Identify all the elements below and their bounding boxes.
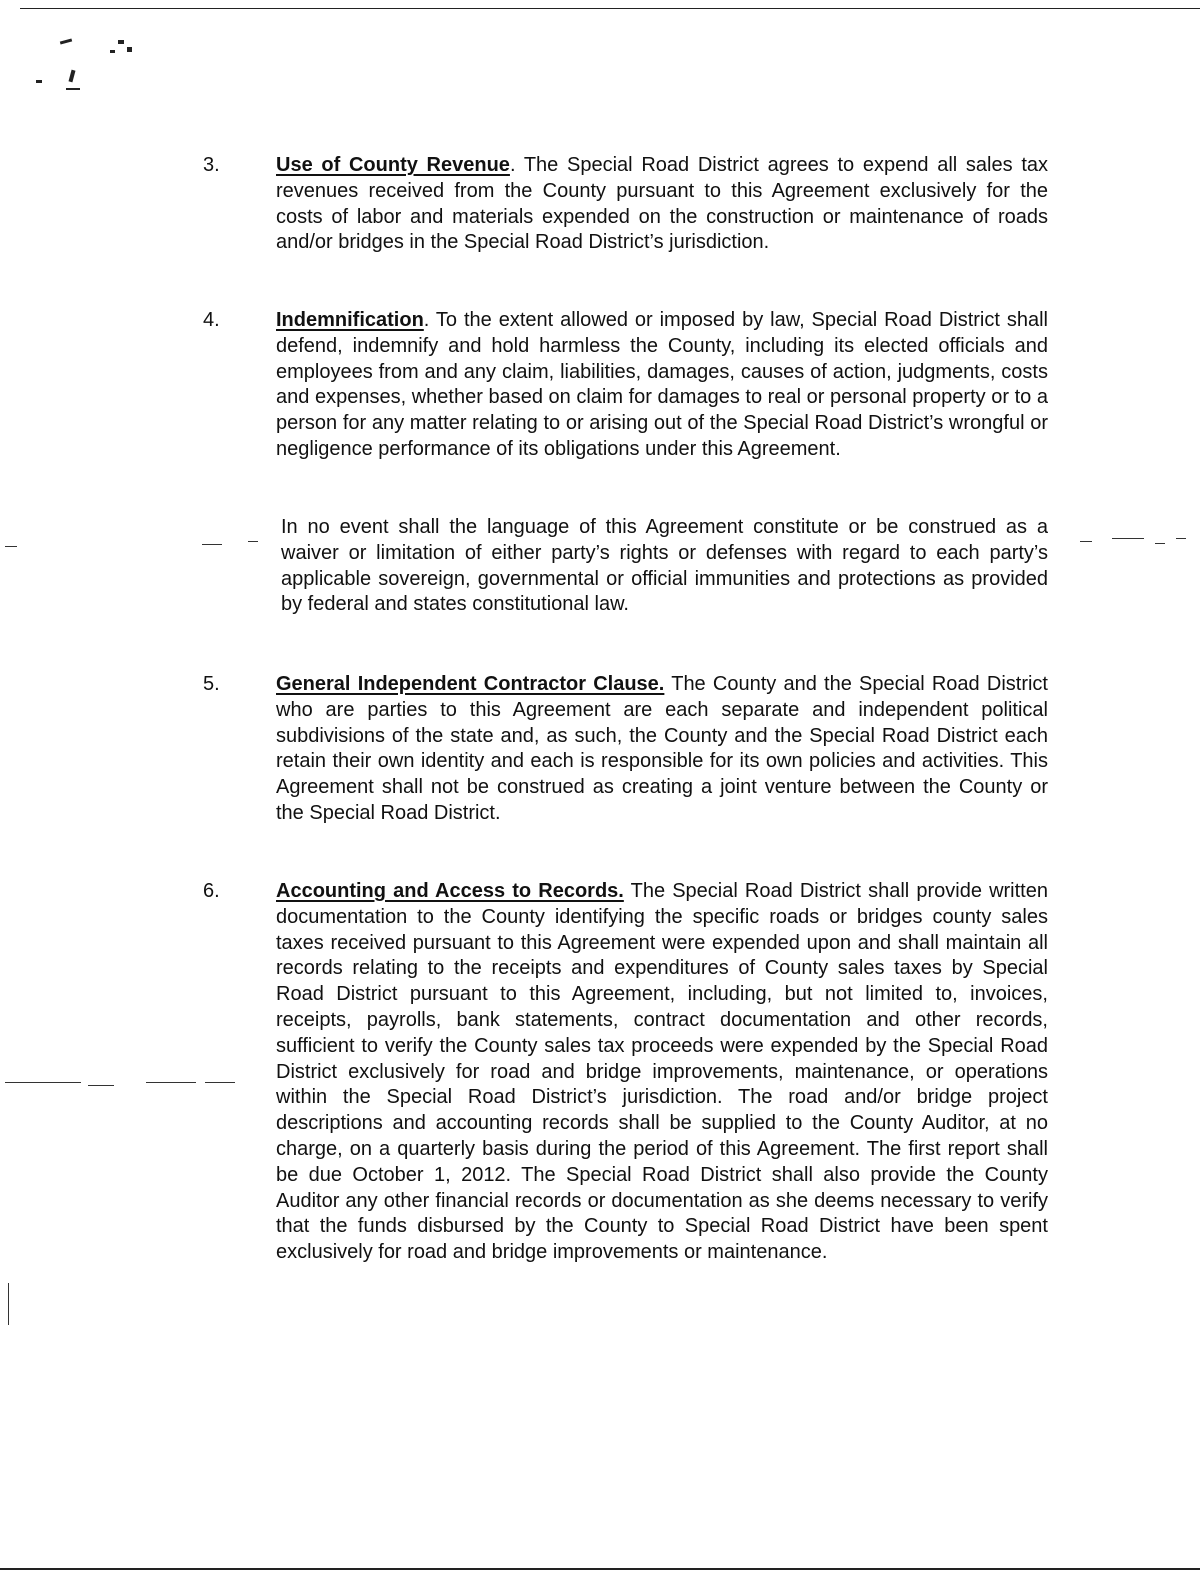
section-paragraph [276, 153, 1048, 256]
section-body: The Special Road District shall provide written documentation to the County identifying the specific roads or bridges county sales taxes received pursuant to this Agreement were expended upon and shall maintain all records relating to the receipts and expenditures of County sales taxes by Special Road District pursuant to this Agreement, including, but not limited to, invoices, receipts, payrolls, bank statements, contract documentation and other records, sufficient to verify the County sales tax proceeds were expended by the Special Road District exclusively for road and bridge improvements, maintenance, or operations within the Special Road District’s jurisdiction. The road and/or bridge project descriptions and accounting records shall be supplied to the County Auditor, at no charge, on a quarterly basis during the period of this Agreement. The first report shall be due October 1, 2012. The Special Road District shall also provide the County Auditor any other financial records or documentation as she deems necessary to verify that the funds disbursed by the County to Special Road District have been spent exclusively for road and bridge improvements or maintenance. [276, 880, 1048, 1264]
section-5 [203, 672, 1048, 827]
section-number: 3. [203, 154, 220, 176]
section-body: The County and the Special Road District who are parties to this Agreement are each separate and independent political subdivisions of the state and, as such, the County and the Special Road District each retain their own identity and each is responsible for its own policies and activities. This Agreement shall not be construed as creating a joint venture between the County or the Special Road District. [276, 673, 1048, 824]
heading-punctuation: . [509, 154, 516, 176]
section-heading: General Independent Contractor Clause. [276, 673, 665, 695]
section-number: 4. [203, 309, 220, 331]
section-paragraph [276, 308, 1048, 463]
section-number: 6. [203, 880, 220, 902]
section-paragraph [276, 672, 1048, 827]
bottom-scan-rule [0, 1568, 1200, 1570]
top-scan-rule [20, 8, 1200, 9]
section-heading: Use of County Revenue [276, 154, 510, 176]
section-number: 5. [203, 673, 220, 695]
section-heading: Indemnification [276, 309, 424, 331]
section-heading: Accounting and Access to Records. [276, 880, 624, 902]
section-paragraph [276, 879, 1048, 1266]
section-3 [203, 153, 1048, 256]
heading-punctuation: . [423, 309, 430, 331]
continuation-paragraph: In no event shall the language of this Agreement constitute or be construed as a waiver or limitation of either party’s rights or defenses with regard to each party’s applicable sovereign, governmental or official immunities and protections as provided by federal and states constitutional law. [281, 516, 1048, 616]
section-4-continuation [203, 515, 1048, 618]
section-body: The Special Road District agrees to expend all sales tax revenues received from the County pursuant to this Agreement exclusively for the costs of labor and materials expended on the construction or maintenance of roads and/or bridges in the Special Road District’s jurisdiction. [276, 154, 1048, 254]
section-6 [203, 879, 1048, 1266]
section-body: To the extent allowed or imposed by law, Special Road District shall defend, indemnify and hold harmless the County, including its elected officials and employees from and any claim, liabilities, damages, causes of action, judgments, costs and expenses, whether based on claim for damages to real or personal property or to a person for any matter relating to or arising out of the Special Road District’s wrongful or negligence performance of its obligations under this Agreement. [276, 309, 1048, 460]
section-4 [203, 308, 1048, 463]
